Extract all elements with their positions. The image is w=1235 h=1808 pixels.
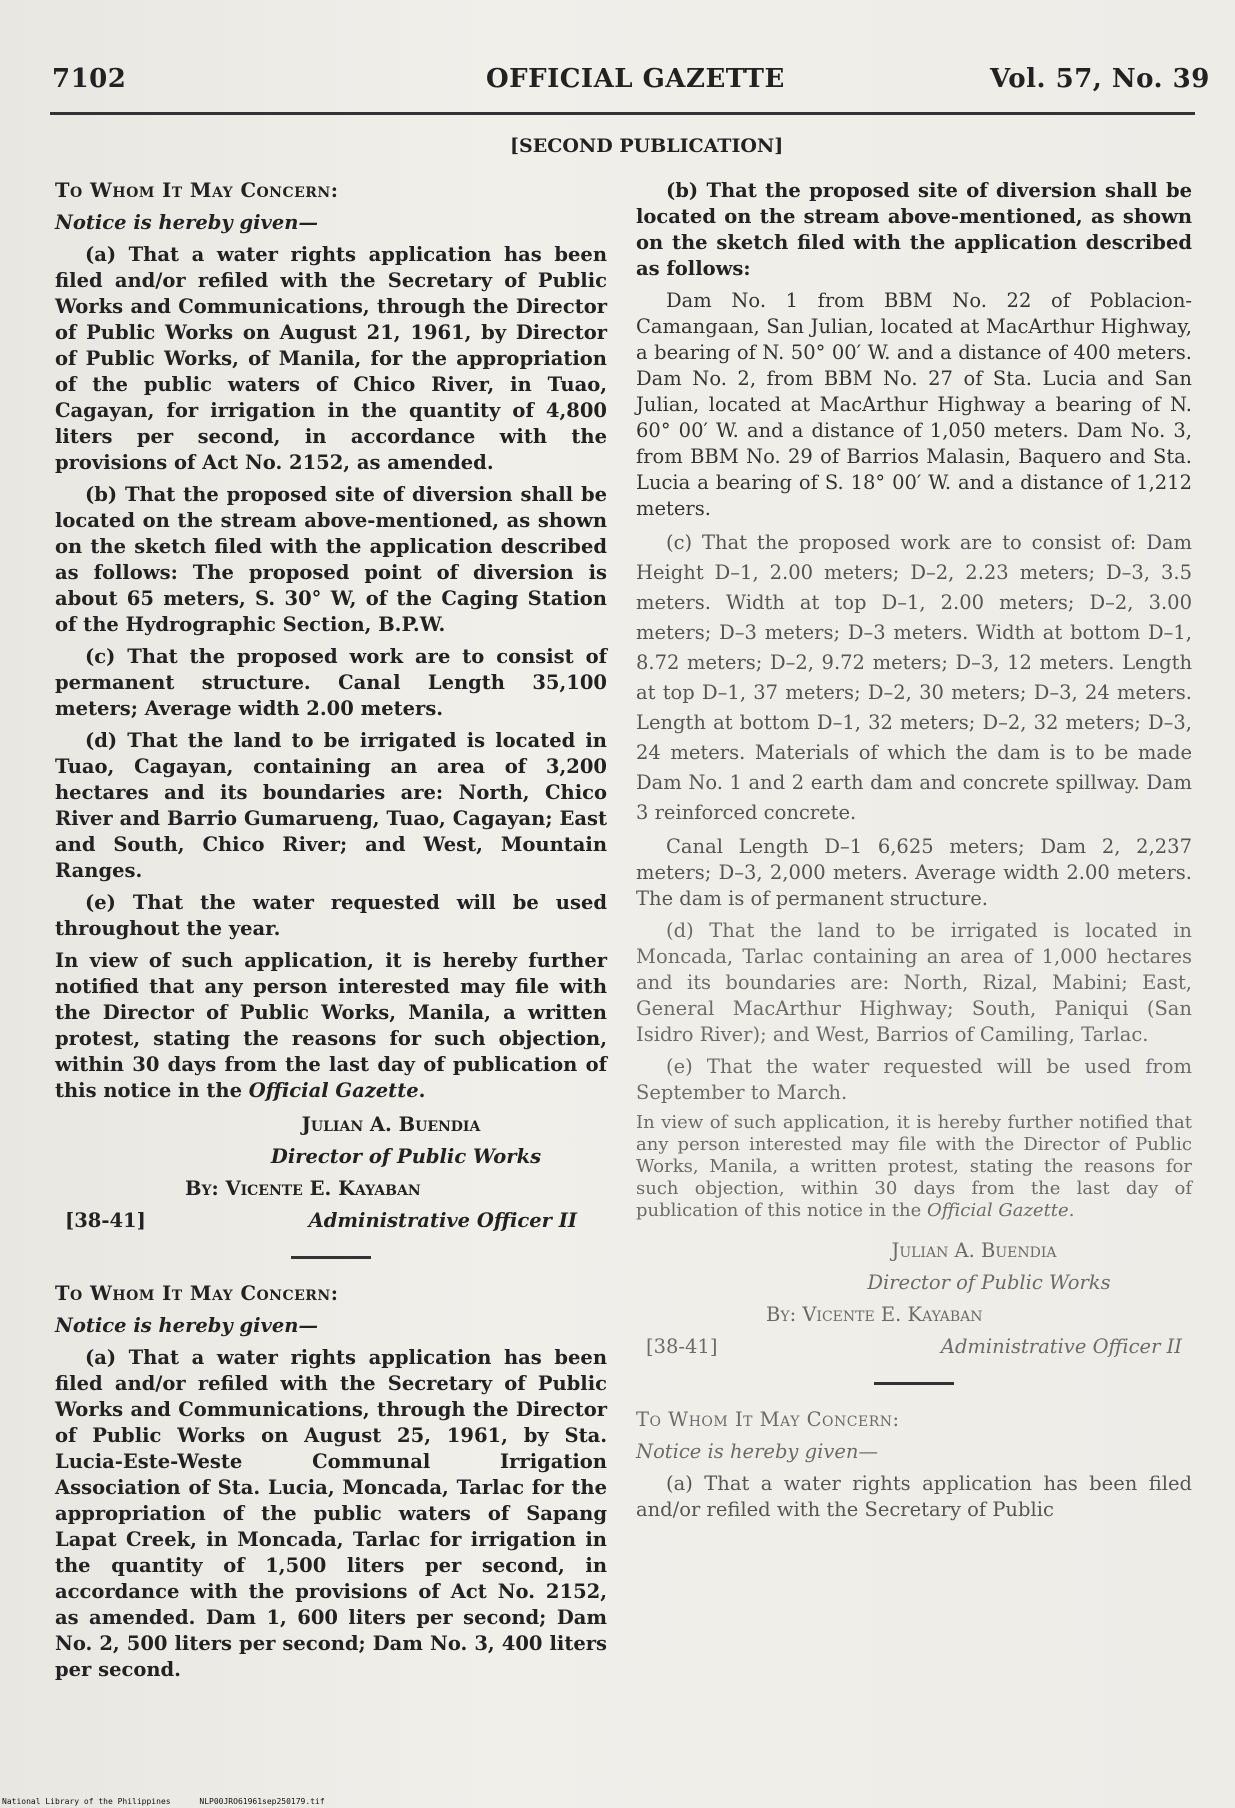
signature-block-r: [636, 1238, 1192, 1360]
paragraph-d-r: (d) That the land to be irrigated is located in Moncada, Tarlac containing an area of 1,000 hectares and its boundaries are: North, Rizal, Mabini; East, General MacArthur Highway; South, Paniqui (San Isidro River); and West, Barrios of Camiling, Tarlac.: [636, 919, 1192, 1046]
scan-footer: [2, 1797, 349, 1806]
page-number: 7102: [52, 64, 127, 94]
library-label: National Library of the Philippines: [2, 1797, 171, 1806]
paragraph-protest: In view of such application, it is hereby further notified that any person interested may file with the Director of Public Works, Manila, a written protest, stating the reasons for such objection, within 30 days from the last day of publication of this notice in the Official Gazette.: [55, 949, 607, 1102]
publication-ref-r: [38-41]: [646, 1335, 718, 1358]
by-signer-title: Administrative Officer II: [308, 1209, 577, 1232]
publication-ref: [38-41]: [65, 1209, 146, 1232]
paragraph-c: (c) That the proposed work are to consist of permanent structure. Canal Length 35,100 meters; Average width 2.00 meters.: [55, 645, 607, 720]
signature-footer-line-r: [636, 1334, 1192, 1360]
notice-given: Notice is hereby given—: [55, 211, 318, 234]
paragraph-b-r: (b) That the proposed site of diversion shall be located on the stream above-mentioned, as shown on the sketch filed with the application described as follows:: [636, 179, 1192, 280]
gazette-reference-r: Official Gazette: [927, 1200, 1069, 1221]
signature-footer-line: [55, 1208, 607, 1234]
signature-block: [55, 1112, 607, 1234]
notice-given-2: Notice is hereby given—: [55, 1314, 318, 1337]
volume-number: Vol. 57, No. 39: [990, 64, 1210, 94]
notice-given-3: Notice is hereby given—: [636, 1440, 878, 1463]
salutation-2: To Whom It May Concern:: [55, 1282, 339, 1305]
signer-title: Director of Public Works: [270, 1145, 542, 1168]
separator-rule: [291, 1256, 371, 1259]
separator-rule-r: [874, 1382, 954, 1385]
paragraph-canal: Canal Length D–1 6,625 meters; Dam 2, 2,237 meters; D–3, 2,000 meters. Average width 2.00 meters. The dam is of permanent structure.: [636, 835, 1192, 910]
paragraph-e-r: (e) That the water requested will be used from September to March.: [636, 1055, 1192, 1104]
file-label: NLP00JRO61961sep250179.tif: [199, 1797, 325, 1806]
paragraph-a-3: (a) That a water rights application has been filed and/or refiled with the Secretary of Public: [636, 1472, 1192, 1521]
paragraph-a: (a) That a water rights application has been filed and/or refiled with the Secretary of Public Works and Communications, through the Director of Public Works on August 21, 1961, by Director of Public Works, of Manila, for the appropriation of the public waters of Chico River, in Tuao, Cagayan, for irrigation in the quantity of 4,800 liters per second, in accordance with the provisions of Act No. 2152, as amended.: [55, 243, 607, 474]
gazette-title: OFFICIAL GAZETTE: [486, 64, 785, 94]
signer-name-r: Julian A. Buendia: [891, 1239, 1057, 1262]
paragraph-b: (b) That the proposed site of diversion shall be located on the stream above-mentioned, as shown on the sketch filed with the application described as follows: The proposed point of diversion is about 65 meters, S. 30° W, of the Caging Station of the Hydrographic Section, B.P.W.: [55, 483, 607, 636]
by-signer-title-r: Administrative Officer II: [940, 1335, 1182, 1358]
by-signer: By: Vicente E. Kayaban: [185, 1177, 421, 1200]
gazette-reference: Official Gazette: [248, 1079, 419, 1102]
publication-label: [SECOND PUBLICATION]: [510, 135, 784, 157]
paragraph-d: (d) That the land to be irrigated is located in Tuao, Cagayan, containing an area of 3,200 hectares and its boundaries are: North, Chico River and Barrio Gumarueng, Tuao, Cagayan; East and South, Chico River; and West, Mountain Ranges.: [55, 729, 607, 882]
header-rule: [50, 112, 1195, 115]
left-column: [55, 178, 607, 1689]
paragraph-a-2: (a) That a water rights application has been filed and/or refiled with the Secretary of Public Works and Communications, through the Director of Public Works on August 25, 1961, by Sta. Lucia-Este-Weste Communal Irrigation Association of Sta. Lucia, Moncada, Tarlac for the appropriation of the public waters of Sapang Lapat Creek, in Moncada, Tarlac for irrigation in the quantity of 1,500 liters per second, in accordance with the provisions of Act No. 2152, as amended. Dam 1, 600 liters per second; Dam No. 2, 500 liters per second; Dam No. 3, 400 liters per second.: [55, 1346, 607, 1681]
paragraph-dam-locations: Dam No. 1 from BBM No. 22 of Poblacion-Camangaan, San Julian, located at MacArthur Highway, a bearing of N. 50° 00′ W. and a distance of 400 meters. Dam No. 2, from BBM No. 27 of Sta. Lucia and San Julian, located at MacArthur Highway a bearing of N. 60° 00′ W. and a distance of 1,050 meters. Dam No. 3, from BBM No. 29 of Barrios Malasin, Baquero and Sta. Lucia a bearing of S. 18° 00′ W. and a distance of 1,212 meters.: [636, 289, 1192, 520]
salutation: To Whom It May Concern:: [55, 179, 339, 202]
signer-title-r: Director of Public Works: [867, 1271, 1111, 1294]
right-column: [636, 178, 1192, 1529]
paragraph-e: (e) That the water requested will be used throughout the year.: [55, 891, 607, 940]
signer-name: Julian A. Buendia: [301, 1113, 481, 1136]
salutation-3: To Whom It May Concern:: [636, 1408, 900, 1431]
paragraph-c-r: (c) That the proposed work are to consist of: Dam Height D–1, 2.00 meters; D–2, 2.23 meters; D–3, 3.5 meters. Width at top D–1, 2.00 meters; D–2, 3.00 meters; D–3 meters; D–3 meters. Width at bottom D–1, 8.72 meters; D–2, 9.72 meters; D–3, 12 meters. Length at top D–1, 37 meters; D–2, 30 meters; D–3, 24 meters. Length at bottom D–1, 32 meters; D–2, 32 meters; D–3, 24 meters. Materials of which the dam is to be made Dam No. 1 and 2 earth dam and concrete spillway. Dam 3 reinforced concrete.: [636, 531, 1192, 824]
paragraph-protest-r: In view of such application, it is hereby further notified that any person interested may file with the Director of Public Works, Manila, a written protest, stating the reasons for such objection, within 30 days from the last day of publication of this notice in the Official Gazette.: [636, 1112, 1192, 1221]
by-signer-r: By: Vicente E. Kayaban: [766, 1303, 983, 1326]
